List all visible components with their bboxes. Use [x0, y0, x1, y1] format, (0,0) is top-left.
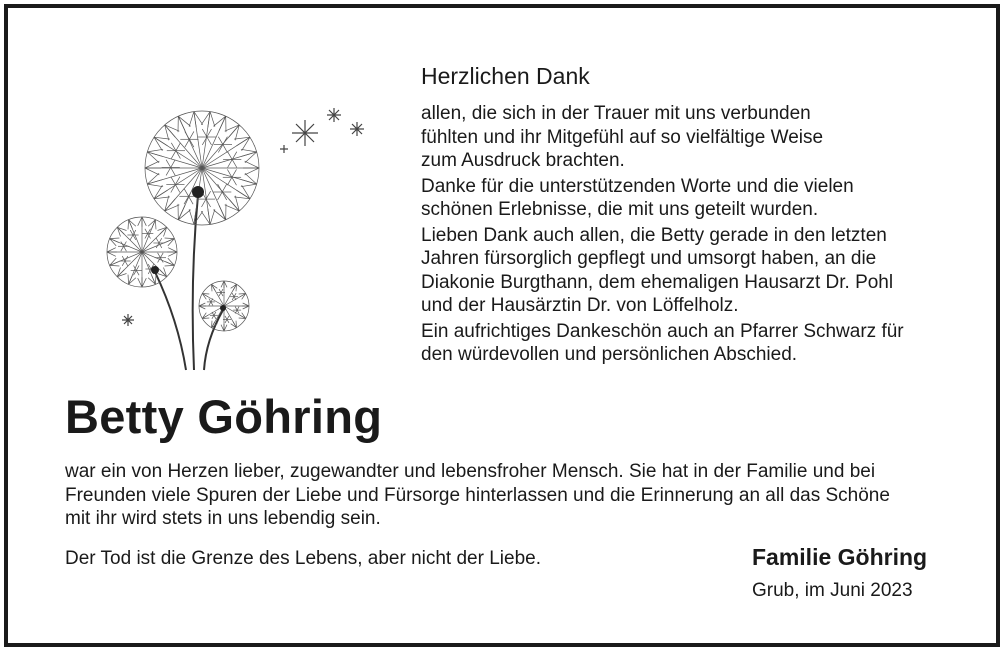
dandelion-icon	[98, 100, 378, 378]
sparkle-icon	[292, 120, 318, 146]
thanks-heading: Herzlichen Dank	[421, 63, 590, 89]
text-line: fühlten und ihr Mitgefühl auf so vielfältige Weise	[421, 126, 824, 148]
dandelion-stem	[193, 195, 198, 370]
description-text	[65, 460, 965, 531]
text-line: zum Ausdruck brachten.	[421, 150, 625, 171]
dandelion-stem	[155, 272, 186, 370]
deceased-name: Betty Göhring	[65, 390, 383, 443]
sparkle-icon	[122, 314, 134, 326]
dandelion-stem	[204, 310, 223, 370]
text-line: und der Hausärztin Dr. von Löffelholz.	[421, 295, 739, 316]
text-line: Danke für die unterstützenden Worte und die vielen	[421, 175, 854, 197]
obituary-frame	[4, 4, 1000, 647]
dandelion-head-large	[145, 111, 259, 225]
text-line: Ein aufrichtiges Dankeschön auch an Pfarrer Schwarz für	[421, 320, 904, 342]
sparkle-icon	[327, 108, 341, 122]
sparkle-icon	[350, 122, 364, 136]
closing-quote: Der Tod ist die Grenze des Lebens, aber nicht der Liebe.	[65, 548, 541, 569]
dandelion-center	[192, 186, 204, 198]
sparkle-icon	[280, 145, 288, 153]
text-line: Lieben Dank auch allen, die Betty gerade in den letzten	[421, 224, 887, 246]
text-line: schönen Erlebnisse, die mit uns geteilt wurden.	[421, 199, 819, 220]
thanks-text	[421, 102, 981, 369]
text-line: Diakonie Burgthann, dem ehemaligen Hausarzt Dr. Pohl	[421, 271, 894, 293]
text-line: mit ihr wird stets in uns lebendig sein.	[65, 508, 381, 529]
text-line: war ein von Herzen lieber, zugewandter und lebensfroher Mensch. Sie hat in der Familie und bei	[65, 461, 876, 482]
text-line: den würdevollen und persönlichen Abschied.	[421, 344, 798, 365]
place-date: Grub, im Juni 2023	[752, 580, 913, 601]
signature: Familie Göhring	[752, 544, 928, 570]
sparkle-stars	[122, 108, 364, 326]
text-line: Jahren fürsorglich gepflegt und umsorgt haben, an die	[421, 248, 877, 269]
text-line: Freunden viele Spuren der Liebe und Fürsorge hinterlassen und die Erinnerung an all das Schöne	[65, 484, 890, 506]
dandelion-center	[220, 305, 226, 311]
dandelion-center	[151, 266, 159, 274]
dandelion-head-medium	[107, 217, 177, 287]
text-line: allen, die sich in der Trauer mit uns verbunden	[421, 103, 811, 124]
